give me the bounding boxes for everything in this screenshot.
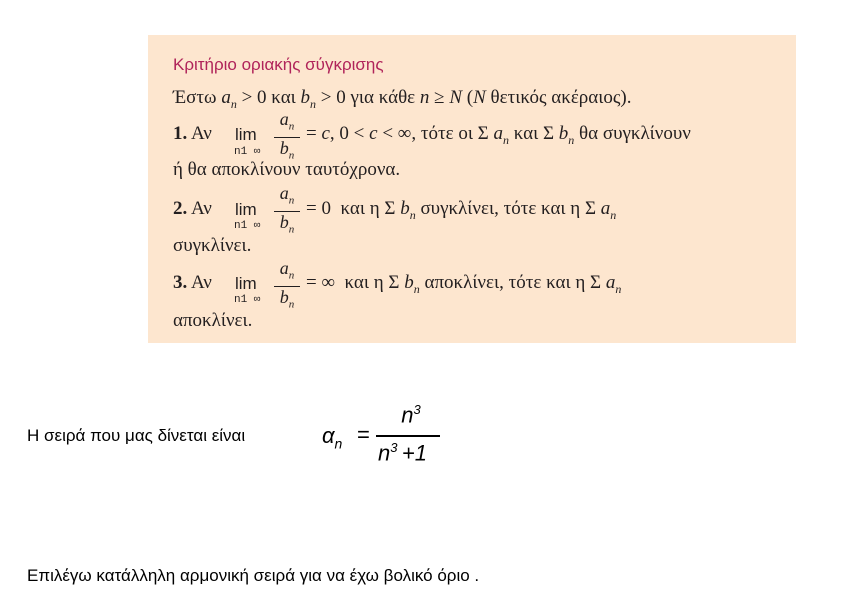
item2-continuation: συγκλίνει.: [173, 235, 252, 256]
item3-continuation: αποκλίνει.: [173, 310, 253, 331]
series-lhs: $\alpha_n$: [322, 423, 343, 452]
item3-lim-sub: n1 ∞: [234, 294, 261, 306]
item3-pre: Αν: [190, 272, 212, 293]
item2-lim-sub: n1 ∞: [234, 220, 261, 232]
question-text: Η σειρά που μας δίνεται είναι: [27, 426, 246, 445]
series-fraction-bar: [376, 435, 440, 437]
item1-statement: = c, 0 < c < ∞, τότε οι Σ $a_n$ και Σ $b_n$ θα συγκλίνουν: [306, 123, 691, 147]
item2-fraction: $a_n$ $b_n$: [274, 183, 300, 240]
item3-statement: = ∞ και η Σ $b_n$ αποκλίνει, τότε και η Σ $a_n$: [306, 272, 622, 296]
item1-lim-sub: n1 ∞: [234, 146, 261, 158]
item2-label: 2.: [173, 198, 188, 219]
series-denominator: $n^3 +1$: [378, 440, 427, 466]
criterion-box: [148, 35, 796, 343]
item1-label: 1.: [173, 123, 188, 144]
item3-row: [173, 272, 212, 294]
criterion-title: Κριτήριο οριακής σύγκρισης: [173, 55, 384, 74]
item1-row: [173, 123, 212, 145]
item3-label: 3.: [173, 272, 188, 293]
item2-lim: lim: [235, 200, 257, 219]
item1-lim: lim: [235, 125, 257, 144]
item3-lim: lim: [235, 274, 257, 293]
item3-fraction: $a_n$ $b_n$: [274, 258, 300, 315]
series-numerator: $n^3$: [401, 402, 421, 428]
item1-continuation: ή θα αποκλίνουν ταυτόχρονα.: [173, 159, 401, 180]
series-equals: =: [357, 422, 370, 447]
item2-row: [173, 198, 212, 220]
criterion-intro: Έστω $a_n > 0$ και $b_n > 0$ για κάθε n ≥ N (N θετικός ακέραιος).: [173, 87, 632, 111]
item1-pre: Αν: [190, 123, 212, 144]
item2-statement: = 0 και η Σ $b_n$ συγκλίνει, τότε και η Σ $a_n$: [306, 198, 617, 222]
instruction-text: Επιλέγω κατάλληλη αρμονική σειρά για να έχω βολικό όριο .: [27, 566, 480, 585]
item2-pre: Αν: [190, 198, 212, 219]
item1-fraction: $a_n$ $b_n$: [274, 109, 300, 166]
